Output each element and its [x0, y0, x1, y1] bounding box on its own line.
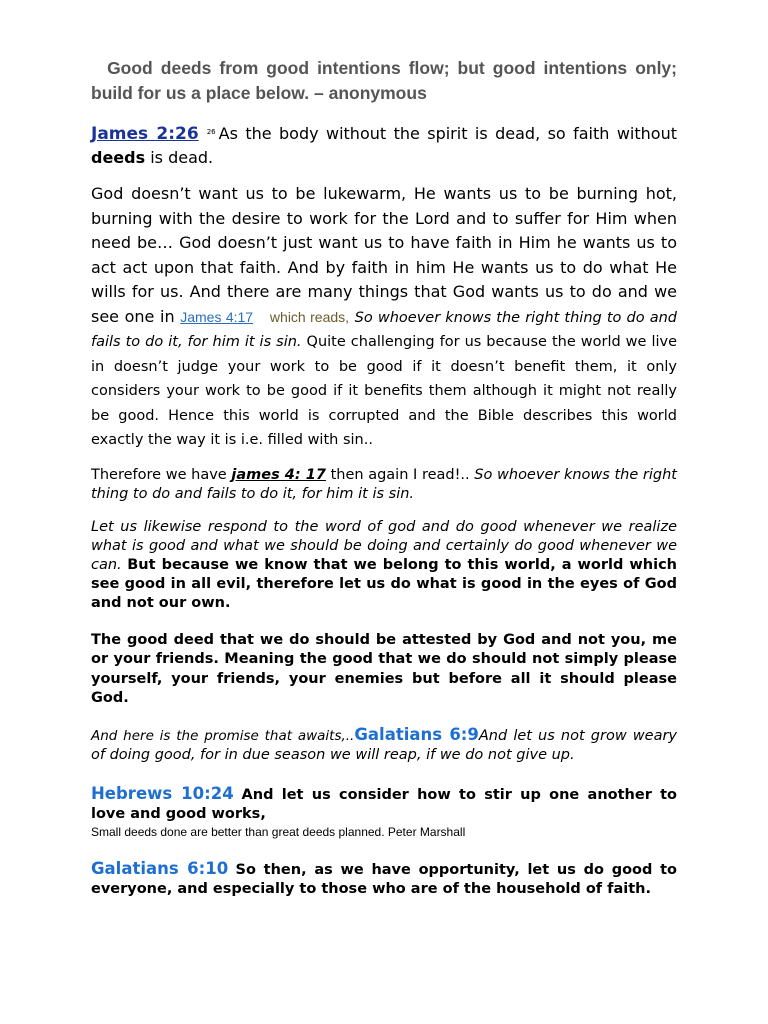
paragraph-therefore [91, 466, 677, 504]
promise-intro: And here is the promise that awaits,.. [91, 727, 355, 744]
verse-number: 26 [206, 128, 216, 136]
verse-bold-word: deeds [91, 148, 146, 167]
paragraph-respond [91, 518, 677, 613]
scripture-link-james-2-26[interactable]: James 2:26 [91, 124, 199, 144]
attested-bold: The good deed that we do should be attested by God and not you, me or your friends. Meaning the good that we do should not simply please yourself, your friends, your enemies but before all it should please God. [91, 631, 677, 706]
james-4-17-ref: james 4: 17 [231, 466, 326, 483]
james-4-17-quote: So whoever knows the right thing to do and fails to do it, for him it is sin. [91, 309, 678, 350]
paragraph-promise [91, 725, 677, 765]
scripture-link-galatians-6-9[interactable]: Galatians 6:9 [354, 724, 479, 744]
therefore-text-2: then again I read!.. [325, 466, 475, 483]
scripture-link-james-4-17[interactable]: James 4:17 [180, 308, 254, 325]
respond-bold: But because we know that we belong to this world, a world which see good in all evil, therefore let us do what is good in the eyes of God and not our own. [91, 556, 678, 611]
galatians-6-9-text: And let us not grow weary of doing good, for in due season we will reap, if we do not give up. [91, 727, 677, 763]
scripture-link-hebrews-10-24[interactable]: Hebrews 10:24 [91, 783, 234, 803]
opening-quote [91, 56, 677, 106]
verse-text-2: is dead. [145, 148, 214, 167]
hebrews-bold: And let us consider how to stir up one another to love and good works, [91, 786, 678, 822]
paragraph-attested [91, 631, 677, 709]
therefore-text-1: Therefore we have [91, 466, 232, 483]
respond-italic: Let us likewise respond to the word of god and do good whenever we realize what is good and what we should be doing and certainly do good whenever we can. [91, 518, 677, 573]
therefore-italic: So whoever knows the right thing to do and fails to do it, for him it is sin. [91, 466, 677, 502]
paragraph-galatians-6-10 [91, 859, 677, 899]
paragraph-hebrews [91, 784, 677, 824]
lukewarm-text: God doesn’t want us to be lukewarm, He wants us to be burning hot, burning with the desire to work for the Lord and to suffer for Him when need be… God doesn’t just want us to have faith in Him he wants us to act act upon that faith. And by faith in him He wants us to do what He wills for us. And there are many things that God wants us to do and we see one in [91, 184, 677, 326]
scripture-link-galatians-6-10[interactable]: Galatians 6:10 [91, 858, 229, 878]
challenging-text: Quite challenging for us because the world we live in doesn’t judge your work to be good if it doesn’t benefit them, it only considers your work to be good if it benefits them although it might not really be good. Hence this world is corrupted and the Bible describes this world exactly the way it is i.e. filled with sin.. [91, 334, 678, 448]
document-page [91, 56, 677, 899]
paragraph-lukewarm [91, 182, 677, 452]
which-reads-label: which reads, [269, 308, 350, 325]
peter-marshall-quote: Small deeds done are better than great deeds planned. Peter Marshall [91, 824, 466, 839]
quote-text: Good deeds from good intentions flow; but good intentions only; build for us a place below. – anonymous [91, 58, 677, 103]
paragraph-james-2-26 [91, 120, 677, 170]
galatians-6-10-bold: So then, as we have opportunity, let us do good to everyone, and especially to those who are of the household of faith. [91, 861, 678, 897]
verse-text-1: As the body without the spirit is dead, so faith without [218, 124, 677, 143]
